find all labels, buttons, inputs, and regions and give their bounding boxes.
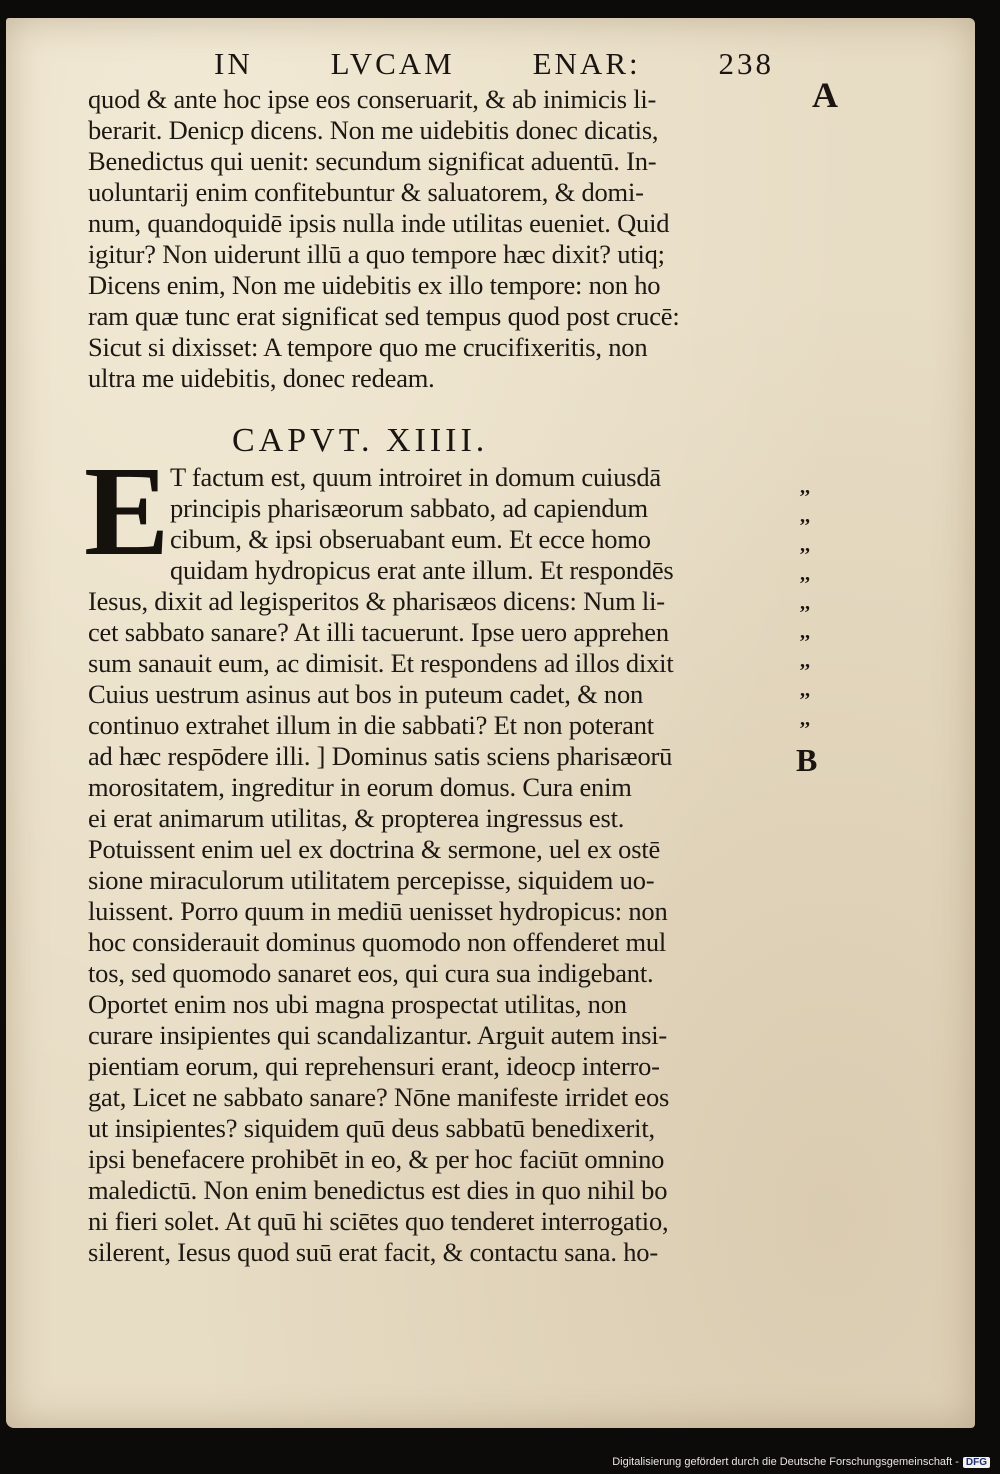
- credit-text: Digitalisierung gefördert durch die Deutsche Forschungsgemeinschaft -: [612, 1456, 959, 1468]
- text-line: T factum est, quum introiret in domum cuiusdā: [170, 462, 661, 492]
- text-line: Sicut si dixisset: A tempore quo me crucifixeritis, non: [88, 332, 648, 362]
- text-line: gat, Licet ne sabbato sanare? Nōne manifeste irridet eos: [88, 1082, 670, 1112]
- text-line: silerent, Iesus quod suū erat facit, & contactu sana. ho-: [88, 1237, 658, 1267]
- scan-background: [0, 1428, 1000, 1456]
- text-line: continuo extrahet illum in die sabbati? Et non poterant: [88, 710, 654, 740]
- text-line: quidam hydropicus erat ante illum. Et respondēs: [170, 555, 674, 585]
- text-line: pientiam eorum, qui reprehensuri erant, ideocp interro-: [88, 1051, 660, 1081]
- text-line: ni fieri solet. At quū hi sciētes quo tenderet interrogatio,: [88, 1206, 669, 1236]
- text-line: uoluntarij enim confitebuntur & saluatorem, & domi-: [88, 177, 644, 207]
- text-line: ram quæ tunc erat significat sed tempus quod post crucē:: [88, 301, 680, 331]
- text-line: num, quandoquidē ipsis nulla inde utilitas eueniet. Quid: [88, 208, 670, 238]
- running-header: [214, 46, 774, 82]
- quote-mark: ,,: [800, 476, 810, 498]
- text-line: berarit. Denicp dicens. Non me uidebitis donec dicatis,: [88, 115, 659, 145]
- dfg-logo: DFG: [963, 1457, 990, 1468]
- text-line: Iesus, dixit ad legisperitos & pharisæos dicens: Num li-: [88, 586, 665, 616]
- header-middle: LVCAM: [330, 46, 455, 81]
- text-line: cibum, & ipsi obseruabant eum. Et ecce homo: [170, 524, 651, 554]
- text-line: ultra me uidebitis, donec redeam.: [88, 363, 435, 393]
- text-line: tos, sed quomodo sanaret eos, qui cura sua indigebant.: [88, 958, 654, 988]
- quote-mark: ,,: [800, 679, 810, 701]
- text-line: Potuissent enim uel ex doctrina & sermone, uel ex ostē: [88, 834, 661, 864]
- text-line: quod & ante hoc ipse eos conseruarit, & ab inimicis li-: [88, 84, 657, 114]
- text-line: luissent. Porro quum in mediū uenisset hydropicus: non: [88, 896, 668, 926]
- text-line: curare insipientes qui scandalizantur. Arguit autem insi-: [88, 1020, 668, 1050]
- page-number: 238: [718, 46, 774, 81]
- quote-mark: ,,: [800, 621, 810, 643]
- text-line: cet sabbato sanare? At illi tacuerunt. Ipse uero apprehen: [88, 617, 669, 647]
- text-line: principis pharisæorum sabbato, ad capiendum: [170, 493, 648, 523]
- text-line: ipsi benefacere prohibēt in eo, & per hoc faciūt omnino: [88, 1144, 665, 1174]
- text-line: ei erat animarum utilitas, & propterea ingressus est.: [88, 803, 625, 833]
- quote-mark: ,,: [800, 563, 810, 585]
- margin-marker-b: B: [796, 742, 818, 778]
- text-line: maledictū. Non enim benedictus est dies in quo nihil bo: [88, 1175, 668, 1205]
- text-line: ut insipientes? siquidem quū deus sabbatū benedixerit,: [88, 1113, 655, 1143]
- text-line: hoc considerauit dominus quomodo non offenderet mul: [88, 927, 667, 957]
- drop-cap: E: [84, 440, 170, 582]
- text-line: igitur? Non uiderunt illū a quo tempore hæc dixit? utiq;: [88, 239, 665, 269]
- chapter-title: CAPVT. XIIII.: [232, 422, 489, 459]
- text-line: Dicens enim, Non me uidebitis ex illo tempore: non ho: [88, 270, 661, 300]
- text-line: morositatem, ingreditur in eorum domus. Cura enim: [88, 772, 632, 802]
- text-line: sione miraculorum utilitatem percepisse, siquidem uo-: [88, 865, 655, 895]
- quote-mark: ,,: [800, 708, 810, 730]
- quote-mark: ,,: [800, 592, 810, 614]
- digitization-credit: [612, 1456, 990, 1468]
- text-line: Oportet enim nos ubi magna prospectat utilitas, non: [88, 989, 627, 1019]
- text-line: ad hæc respōdere illi. ] Dominus satis sciens pharisæorū: [88, 741, 673, 771]
- text-line: sum sanauit eum, ac dimisit. Et respondens ad illos dixit: [88, 648, 674, 678]
- header-left: IN: [214, 46, 253, 81]
- text-line: Cuius uestrum asinus aut bos in puteum cadet, & non: [88, 679, 644, 709]
- quote-mark: ,,: [800, 534, 810, 556]
- header-right: ENAR:: [532, 46, 641, 81]
- text-line: Benedictus qui uenit: secundum significat aduentū. In-: [88, 146, 657, 176]
- margin-marker-a: A: [812, 75, 838, 115]
- quote-mark: ,,: [800, 650, 810, 672]
- quote-mark: ,,: [800, 505, 810, 527]
